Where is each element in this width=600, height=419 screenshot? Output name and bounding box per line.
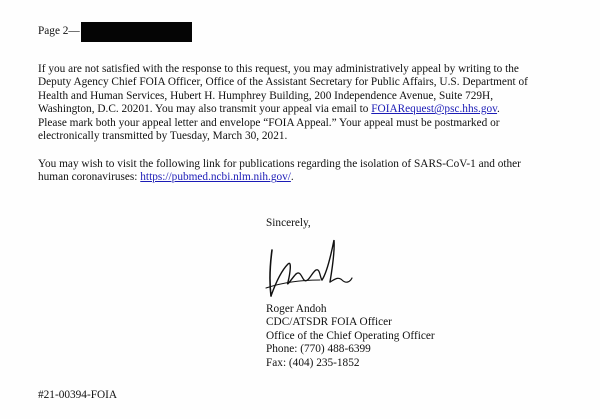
paragraph-text: . [497, 103, 500, 116]
appeal-paragraph [38, 63, 568, 143]
paragraph-text: Washington, D.C. 20201. You may also transmit your appeal via email to [38, 103, 372, 116]
signature-block [266, 303, 435, 370]
redaction-block [81, 22, 192, 42]
paragraph-line: Deputy Agency Chief FOIA Officer, Office of the Assistant Secretary for Public Affairs, U.S. Department of [38, 76, 528, 89]
paragraph-line [38, 171, 568, 184]
closing-salutation: Sincerely, [266, 217, 311, 229]
pubmed-link[interactable]: https://pubmed.ncbi.nlm.nih.gov/ [140, 171, 291, 184]
signer-name: Roger Andoh [266, 303, 327, 315]
foia-email-link[interactable]: FOIARequest@psc.hhs.gov [371, 103, 498, 116]
paragraph-text: human coronaviruses: [38, 171, 141, 184]
signer-office: Office of the Chief Operating Officer [266, 329, 435, 342]
publications-paragraph [38, 158, 568, 185]
paragraph-line [38, 103, 568, 116]
page-number-label: Page 2— [38, 25, 80, 38]
paragraph-line: You may wish to visit the following link for publications regarding the isolation of SARS-CoV-1 and other [38, 158, 521, 170]
paragraph-line: Please mark both your appeal letter and envelope “FOIA Appeal.” Your appeal must be postmarked or [38, 116, 500, 129]
page-header [38, 22, 192, 42]
paragraph-line: Health and Human Services, Hubert H. Humphrey Building, 200 Independence Avenue, Suite 729H, [38, 89, 494, 102]
paragraph-line: electronically transmitted by Tuesday, March 30, 2021. [38, 130, 288, 143]
foia-reference-number: #21-00394-FOIA [38, 389, 118, 401]
handwritten-signature [264, 230, 354, 302]
signer-phone: Phone: (770) 488-6399 [266, 343, 371, 356]
paragraph-line: If you are not satisfied with the response to this request, you may administratively appeal by writing to the [38, 63, 519, 75]
paragraph-text: . [290, 171, 294, 184]
signer-fax: Fax: (404) 235-1852 [266, 356, 360, 369]
signer-title: CDC/ATSDR FOIA Officer [266, 316, 392, 329]
